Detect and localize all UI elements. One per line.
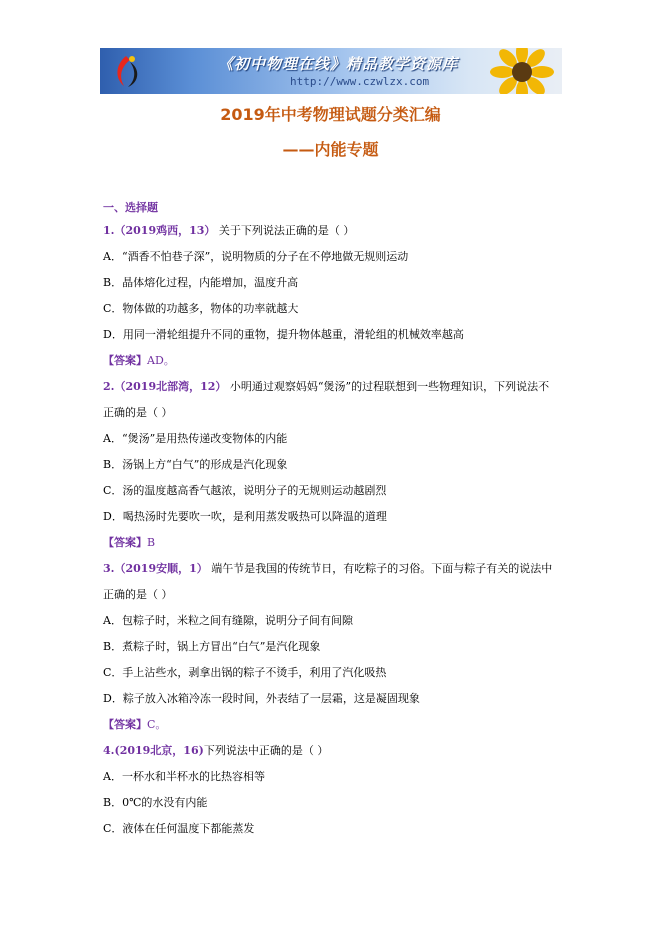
question-source: （2019鸡西，13） bbox=[114, 224, 216, 237]
question-3-stem-cont: 正确的是（ ） bbox=[103, 588, 173, 601]
option-d: D．用同一滑轮组提升不同的重物，提升物体越重，滑轮组的机械效率越高 bbox=[103, 328, 464, 341]
answer-value: B bbox=[147, 536, 156, 549]
answer-value: AD。 bbox=[147, 354, 175, 367]
question-source: （2019北部湾，12） bbox=[114, 380, 227, 393]
question-1-stem bbox=[103, 224, 354, 238]
option-c: C．液体在任何温度下都能蒸发 bbox=[103, 822, 255, 835]
banner-title: 《初中物理在线》精品教学资源库 bbox=[218, 55, 459, 73]
option-a: A．“酒香不怕巷子深”，说明物质的分子在不停地做无规则运动 bbox=[103, 250, 409, 263]
option-c: C．汤的温度越高香气越浓，说明分子的无规则运动越剧烈 bbox=[103, 484, 387, 497]
option-a: A．“煲汤”是用热传递改变物体的内能 bbox=[103, 432, 288, 445]
answer-2 bbox=[103, 536, 155, 550]
option-d: D．喝热汤时先要吹一吹，是利用蒸发吸热可以降温的道理 bbox=[103, 510, 387, 523]
question-2-stem-cont: 正确的是（ ） bbox=[103, 406, 173, 419]
option-a: A．包粽子时，米粒之间有缝隙，说明分子间有间隙 bbox=[103, 614, 353, 627]
question-text: 端午节是我国的传统节日，有吃粽子的习俗。下面与粽子有关的说法中 bbox=[207, 562, 553, 575]
question-4-stem bbox=[103, 744, 328, 758]
option-d: D．粽子放入冰箱冷冻一段时间，外表结了一层霜，这是凝固现象 bbox=[103, 692, 420, 705]
question-2-stem bbox=[103, 380, 549, 394]
question-source: （2019安顺，1） bbox=[114, 562, 208, 575]
banner-url: http://www.czwlzx.com bbox=[290, 75, 430, 88]
answer-label: 【答案】 bbox=[103, 536, 147, 549]
option-c: C．手上沾些水，剥拿出锅的粽子不烫手，利用了汽化吸热 bbox=[103, 666, 387, 679]
option-b: B．0℃的水没有内能 bbox=[103, 796, 208, 809]
question-text: 下列说法中正确的是（ ） bbox=[203, 744, 329, 757]
site-logo-icon bbox=[106, 52, 146, 90]
section-heading: 一、选择题 bbox=[103, 201, 158, 214]
option-b: B．晶体熔化过程，内能增加，温度升高 bbox=[103, 276, 299, 289]
question-3-stem bbox=[103, 562, 552, 576]
question-number: 4. bbox=[103, 744, 115, 757]
answer-label: 【答案】 bbox=[103, 718, 147, 731]
header-banner bbox=[100, 48, 562, 94]
option-b: B．汤锅上方“白气”的形成是汽化现象 bbox=[103, 458, 288, 471]
answer-1 bbox=[103, 354, 175, 368]
document-subtitle: ——内能专题 bbox=[282, 140, 379, 159]
answer-label: 【答案】 bbox=[103, 354, 147, 367]
document-title: 2019年中考物理试题分类汇编 bbox=[220, 105, 441, 124]
answer-value: C。 bbox=[147, 718, 167, 731]
question-source: (2019北京，16) bbox=[114, 744, 204, 757]
option-b: B．煮粽子时，锅上方冒出“白气”是汽化现象 bbox=[103, 640, 321, 653]
question-number: 1. bbox=[103, 224, 115, 237]
question-text: 小明通过观察妈妈“煲汤”的过程联想到一些物理知识，下列说法不 bbox=[226, 380, 550, 393]
option-c: C．物体做的功越多，物体的功率就越大 bbox=[103, 302, 299, 315]
question-number: 2. bbox=[103, 380, 115, 393]
question-number: 3. bbox=[103, 562, 115, 575]
sunflower-icon bbox=[490, 48, 554, 94]
question-text: 关于下列说法正确的是（ ） bbox=[215, 224, 355, 237]
option-a: A．一杯水和半杯水的比热容相等 bbox=[103, 770, 265, 783]
answer-3 bbox=[103, 718, 166, 732]
